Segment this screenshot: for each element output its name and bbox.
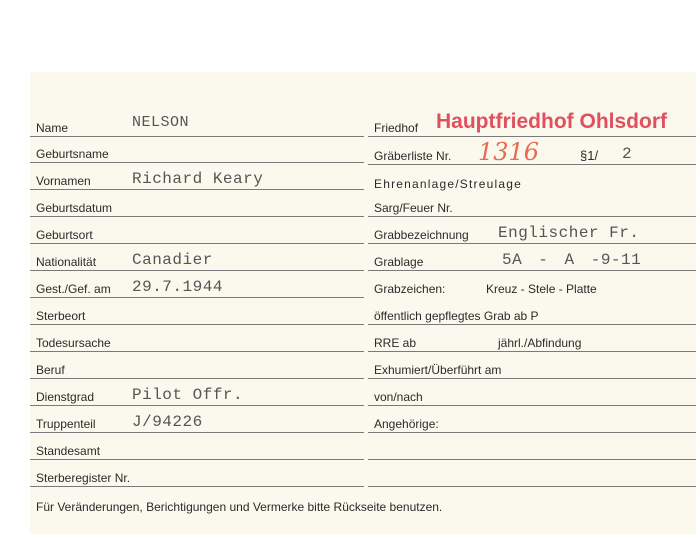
exhumiert-label: Exhumiert/Überführt am bbox=[374, 363, 502, 377]
graeberliste-label: Gräberliste Nr. bbox=[374, 149, 452, 163]
sarg-row bbox=[368, 194, 696, 217]
nationalitaet-row bbox=[30, 248, 364, 271]
grabzeichen-label: Grabzeichen: bbox=[374, 282, 446, 296]
name-row bbox=[30, 114, 364, 137]
sarg-label: Sarg/Feuer Nr. bbox=[374, 201, 453, 215]
beruf-label: Beruf bbox=[36, 363, 65, 377]
geburtsdatum-label: Geburtsdatum bbox=[36, 201, 113, 215]
angehoerige-label: Angehörige: bbox=[374, 417, 439, 431]
ehrenanlage-label: Ehrenanlage/Streulage bbox=[374, 177, 522, 191]
graeberliste-value: 1316 bbox=[478, 138, 540, 166]
truppenteil-row bbox=[30, 410, 364, 433]
gepflegt-row bbox=[368, 302, 696, 325]
vornamen-value: Richard Keary bbox=[132, 170, 264, 188]
section-symbol: §1/ bbox=[580, 148, 599, 163]
todesursache-row bbox=[30, 329, 364, 352]
gest-row bbox=[30, 275, 364, 298]
grabzeichen-row bbox=[368, 275, 696, 297]
nationalitaet-label: Nationalität bbox=[36, 255, 97, 269]
todesursache-label: Todesursache bbox=[36, 336, 111, 350]
sterberegister-row bbox=[30, 464, 364, 487]
vornamen-label: Vornamen bbox=[36, 174, 91, 188]
grabbezeichnung-value: Englischer Fr. bbox=[498, 224, 640, 242]
geburtsname-row bbox=[30, 140, 364, 163]
beruf-row bbox=[30, 356, 364, 379]
gest-label: Gest./Gef. am bbox=[36, 282, 111, 296]
dienstgrad-row bbox=[30, 383, 364, 406]
grabzeichen-options: Kreuz - Stele - Platte bbox=[486, 282, 597, 296]
sterbeort-row bbox=[30, 302, 364, 325]
geburtsdatum-row bbox=[30, 194, 364, 217]
grablage-row bbox=[368, 248, 696, 271]
grabbezeichnung-label: Grabbezeichnung bbox=[374, 228, 469, 242]
gepflegt-label: öffentlich gepflegtes Grab ab P bbox=[374, 309, 539, 323]
name-value: NELSON bbox=[132, 114, 190, 131]
sterbeort-label: Sterbeort bbox=[36, 309, 86, 323]
grablage-value: 5A - A -9-11 bbox=[502, 251, 642, 269]
grave-record-card bbox=[30, 72, 696, 534]
graeberliste-row bbox=[368, 138, 696, 166]
rre-label: RRE ab bbox=[374, 336, 417, 350]
grablage-label: Grablage bbox=[374, 255, 424, 269]
friedhof-row bbox=[368, 110, 696, 137]
name-label: Name bbox=[36, 121, 69, 135]
dienstgrad-value: Pilot Offr. bbox=[132, 386, 244, 404]
friedhof-stamp: Hauptfriedhof Ohlsdorf bbox=[436, 110, 667, 133]
sterberegister-label: Sterberegister Nr. bbox=[36, 471, 131, 485]
blank-row-2 bbox=[368, 464, 696, 487]
geburtsname-label: Geburtsname bbox=[36, 147, 109, 161]
standesamt-row bbox=[30, 437, 364, 460]
section-value: 2 bbox=[622, 145, 633, 163]
angehoerige-row bbox=[368, 410, 696, 433]
abfindung-label: jährl./Abfindung bbox=[498, 336, 582, 350]
exhumiert-row bbox=[368, 356, 696, 379]
vornamen-row bbox=[30, 167, 364, 190]
standesamt-label: Standesamt bbox=[36, 444, 101, 458]
geburtsort-label: Geburtsort bbox=[36, 228, 93, 242]
truppenteil-label: Truppenteil bbox=[36, 417, 96, 431]
footer-note: Für Veränderungen, Berichtigungen und Vermerke bitte Rückseite benutzen. bbox=[36, 500, 443, 514]
dienstgrad-label: Dienstgrad bbox=[36, 390, 95, 404]
vonnach-label: von/nach bbox=[374, 390, 423, 404]
nationalitaet-value: Canadier bbox=[132, 251, 213, 269]
geburtsort-row bbox=[30, 221, 364, 244]
gest-value: 29.7.1944 bbox=[132, 278, 223, 296]
rre-row bbox=[368, 329, 696, 352]
vonnach-row bbox=[368, 383, 696, 406]
truppenteil-value: J/94226 bbox=[132, 413, 203, 431]
blank-row-1 bbox=[368, 437, 696, 460]
friedhof-label: Friedhof bbox=[374, 121, 419, 135]
ehrenanlage-row bbox=[368, 170, 696, 192]
grabbezeichnung-row bbox=[368, 221, 696, 244]
